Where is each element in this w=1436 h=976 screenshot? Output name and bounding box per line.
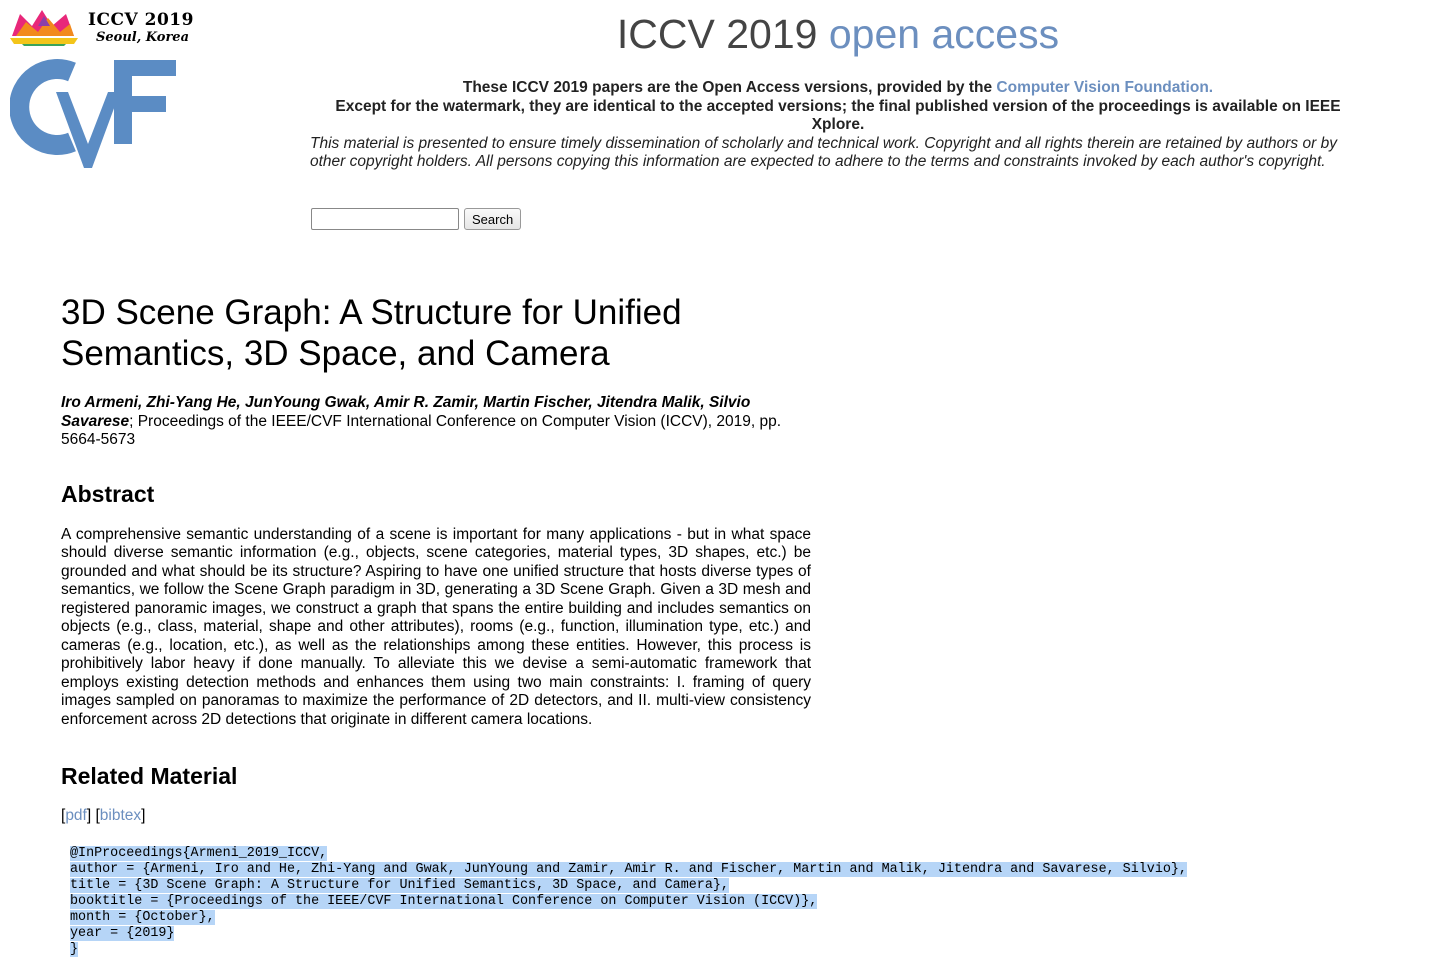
bibtex-line: } xyxy=(70,942,79,957)
copyright-notice: This material is presented to ensure timely dissemination of scholarly and technical work. Copyright and all rights therein are retained by authors or by other copyright holders. All persons copying this information are expected to adhere to the terms and constraints invoked by each author's copyright. xyxy=(310,134,1337,170)
intro-line-2: Except for the watermark, they are identical to the accepted versions; the final published version of the proceedings is available on IEEE Xplore. xyxy=(335,97,1341,133)
bibtex-line: author = {Armeni, Iro and He, Zhi-Yang and Gwak, JunYoung and Zamir, Amir R. and Fischer, Martin and Malik, Jitendra and Savarese, Silvio}, xyxy=(70,862,1187,877)
bibtex-line: title = {3D Scene Graph: A Structure for Unified Semantics, 3D Space, and Camera}, xyxy=(70,878,729,893)
paper-venue: ; Proceedings of the IEEE/CVF International Conference on Computer Vision (ICCV), 2019, pp. 5664-5673 xyxy=(61,412,782,448)
cvf-logo xyxy=(10,58,178,170)
site-title-open-access-link[interactable]: open access xyxy=(828,11,1060,57)
intro-line-1 xyxy=(310,79,1366,98)
iccv-lotus-icon xyxy=(8,8,80,46)
intro-notice xyxy=(310,79,1366,172)
bibtex-link[interactable]: bibtex xyxy=(99,807,142,824)
search-form xyxy=(311,208,521,230)
abstract-heading: Abstract xyxy=(61,480,155,507)
pdf-link[interactable]: pdf xyxy=(65,807,87,824)
bibtex-line: booktitle = {Proceedings of the IEEE/CVF International Conference on Computer Vision (ICCV)}, xyxy=(70,894,818,909)
authors-and-venue xyxy=(61,394,811,450)
abstract-text: A comprehensive semantic understanding of a scene is important for many applications - but in what space should diverse semantic information (e.g., objects, scene categories, material types, 3D shapes, etc.) be grounded and what should be its structure? Aspiring to have one unified structure that hosts diverse types of semantics, we follow the Scene Graph paradigm in 3D, generating a 3D Scene Graph. Given a 3D mesh and registered panoramic images, we construct a graph that spans the entire building and includes semantics on objects (e.g., class, material, shape and other attributes), rooms (e.g., function, illumination type, etc.) and cameras (e.g., location, etc.), as well as the relationships among these entities. However, this process is prohibitively labor heavy if done manually. To alleviate this we devise a semi-automatic framework that employs existing detection methods and enhances them using two main constraints: I. framing of query images sampled on panoramas to maximize the performance of 2D detectors, and II. multi-view consistency enforcement across 2D detections that originate in different camera locations. xyxy=(61,525,811,728)
bibtex-line: month = {October}, xyxy=(70,910,215,925)
related-material-heading: Related Material xyxy=(61,763,238,789)
paper-content xyxy=(61,292,811,825)
search-input[interactable] xyxy=(311,208,459,230)
paper-title: 3D Scene Graph: A Structure for Unified Semantics, 3D Space, and Camera xyxy=(61,293,682,373)
iccv-2019-logo xyxy=(8,8,194,50)
site-title xyxy=(300,10,1376,58)
cvf-link[interactable]: Computer Vision Foundation. xyxy=(996,79,1214,96)
search-button[interactable]: Search xyxy=(464,208,521,230)
bibtex-line: @InProceedings{Armeni_2019_ICCV, xyxy=(70,846,328,861)
site-title-main: ICCV 2019 xyxy=(616,11,818,57)
iccv-logo-location: Seoul, Korea xyxy=(96,30,189,45)
bibtex-block[interactable] xyxy=(70,846,1187,958)
bibtex-line: year = {2019} xyxy=(70,926,175,941)
intro-line-1-text: These ICCV 2019 papers are the Open Access versions, provided by the xyxy=(462,79,993,96)
related-material-links: [pdf] [bibtex] xyxy=(61,807,146,824)
paper-authors: Iro Armeni, Zhi-Yang He, JunYoung Gwak, Amir R. Zamir, Martin Fischer, Jitendra Malik, Silvio Savarese xyxy=(61,394,751,430)
iccv-logo-title: ICCV 2019 xyxy=(88,10,194,30)
